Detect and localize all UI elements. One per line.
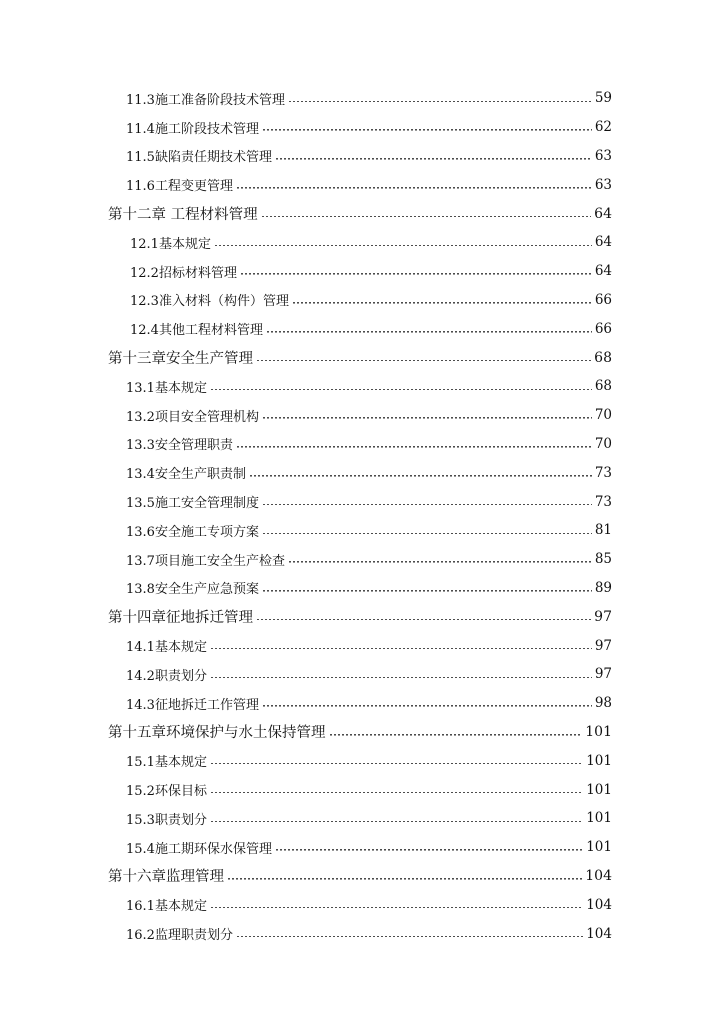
toc-section-entry[interactable] xyxy=(0,833,724,862)
toc-section-entry[interactable] xyxy=(0,430,724,459)
toc-page-number: 85 xyxy=(594,551,612,568)
dot-leader xyxy=(262,504,592,506)
toc-entry-title: 第十五章环境保护与水土保持管理 xyxy=(108,725,326,742)
toc-page-number: 68 xyxy=(594,349,612,366)
toc-entry-title: 14.3征地拆迁工作管理 xyxy=(126,697,259,713)
toc-section-entry[interactable] xyxy=(0,458,724,487)
toc-section-entry[interactable] xyxy=(0,84,724,113)
toc-entry-title: 15.3职责划分 xyxy=(126,812,207,828)
toc-entry-title: 15.2环保目标 xyxy=(126,784,207,800)
toc-page-number: 81 xyxy=(594,522,612,539)
toc-page-number: 66 xyxy=(594,320,612,337)
toc-entry-title: 第十六章监理管理 xyxy=(108,869,224,886)
toc-section-entry[interactable] xyxy=(0,631,724,660)
toc-section-entry[interactable] xyxy=(0,113,724,142)
toc-entry-title: 14.2职责划分 xyxy=(126,668,207,684)
toc-section-entry[interactable] xyxy=(0,516,724,545)
toc-entry-title: 第十二章 工程材料管理 xyxy=(108,207,258,224)
toc-section-entry[interactable] xyxy=(0,660,724,689)
toc-page-number: 63 xyxy=(594,147,612,164)
toc-chapter-entry[interactable] xyxy=(0,718,724,747)
toc-entry-title: 13.5施工安全管理制度 xyxy=(126,496,259,512)
toc-entry-title: 13.3安全管理职责 xyxy=(126,438,233,454)
toc-section-entry[interactable] xyxy=(0,170,724,199)
dot-leader xyxy=(262,533,592,535)
toc-section-entry[interactable] xyxy=(0,804,724,833)
toc-entry-title: 12.2招标材料管理 xyxy=(130,265,237,281)
toc-section-entry[interactable] xyxy=(0,372,724,401)
dot-leader xyxy=(262,590,592,592)
toc-page-number: 104 xyxy=(586,896,612,913)
dot-leader xyxy=(288,561,592,563)
toc-section-entry[interactable] xyxy=(0,919,724,948)
toc-page-number: 104 xyxy=(585,867,612,884)
toc-entry-title: 13.6安全施工专项方案 xyxy=(126,524,259,540)
toc-page-number: 97 xyxy=(594,666,612,683)
toc-chapter-entry[interactable] xyxy=(0,862,724,891)
toc-chapter-entry[interactable] xyxy=(0,602,724,631)
toc-entry-title: 14.1基本规定 xyxy=(126,640,207,656)
dot-leader xyxy=(288,101,592,103)
dot-leader xyxy=(210,821,583,823)
dot-leader xyxy=(262,129,592,131)
toc-entry-title: 11.5缺陷责任期技术管理 xyxy=(126,150,272,166)
toc-entry-title: 11.3施工准备阶段技术管理 xyxy=(126,92,285,108)
toc-entry-title: 13.4安全生产职责制 xyxy=(126,467,246,483)
dot-leader xyxy=(210,763,583,765)
toc-page-number: 101 xyxy=(586,810,612,827)
dot-leader xyxy=(261,216,592,218)
dot-leader xyxy=(236,936,583,938)
dot-leader xyxy=(275,158,592,160)
toc-entry-title: 13.8安全生产应急预案 xyxy=(126,582,259,598)
toc-entry-title: 13.2项目安全管理机构 xyxy=(126,409,259,425)
toc-entry-title: 第十四章征地拆迁管理 xyxy=(108,610,253,627)
toc-entry-title: 15.4施工期环保水保管理 xyxy=(126,841,272,857)
toc-page-number: 70 xyxy=(594,435,612,452)
toc-section-entry[interactable] xyxy=(0,142,724,171)
toc-entry-title: 11.6工程变更管理 xyxy=(126,179,233,195)
dot-leader xyxy=(256,360,591,362)
toc-page-number: 73 xyxy=(594,493,612,510)
dot-leader xyxy=(227,878,582,880)
toc-page-number: 97 xyxy=(594,637,612,654)
toc-page-number: 70 xyxy=(594,407,612,424)
toc-page-number: 66 xyxy=(594,291,612,308)
toc-section-entry[interactable] xyxy=(0,401,724,430)
toc-section-entry[interactable] xyxy=(0,574,724,603)
toc-page-number: 101 xyxy=(585,723,612,740)
dot-leader xyxy=(262,417,592,419)
toc-entry-title: 15.1基本规定 xyxy=(126,755,207,771)
toc-page-number: 97 xyxy=(594,608,612,625)
toc-entry-title: 第十三章安全生产管理 xyxy=(108,351,253,368)
toc-entry-title: 13.7项目施工安全生产检查 xyxy=(126,553,285,569)
dot-leader xyxy=(275,849,583,851)
toc-section-entry[interactable] xyxy=(0,314,724,343)
dot-leader xyxy=(329,734,583,736)
toc-section-entry[interactable] xyxy=(0,890,724,919)
dot-leader xyxy=(292,302,592,304)
toc-page-number: 63 xyxy=(594,176,612,193)
toc-entry-title: 13.1基本规定 xyxy=(126,380,207,396)
toc-section-entry[interactable] xyxy=(0,257,724,286)
dot-leader xyxy=(210,648,592,650)
toc-page-number: 59 xyxy=(594,90,612,107)
dot-leader xyxy=(262,705,592,707)
toc-section-entry[interactable] xyxy=(0,689,724,718)
toc-page-number: 101 xyxy=(586,781,612,798)
toc-page-number: 89 xyxy=(594,579,612,596)
toc-page-number: 73 xyxy=(594,464,612,481)
dot-leader xyxy=(210,677,592,679)
toc-section-entry[interactable] xyxy=(0,228,724,257)
toc-section-entry[interactable] xyxy=(0,775,724,804)
dot-leader xyxy=(210,389,592,391)
dot-leader xyxy=(240,273,592,275)
table-of-contents xyxy=(0,84,724,948)
toc-page-number: 68 xyxy=(594,378,612,395)
toc-entry-title: 11.4施工阶段技术管理 xyxy=(126,121,259,137)
dot-leader xyxy=(210,792,583,794)
toc-section-entry[interactable] xyxy=(0,746,724,775)
toc-section-entry[interactable] xyxy=(0,545,724,574)
toc-chapter-entry[interactable] xyxy=(0,343,724,372)
toc-entry-title: 12.4其他工程材料管理 xyxy=(130,323,263,339)
toc-section-entry[interactable] xyxy=(0,286,724,315)
toc-entry-title: 16.2监理职责划分 xyxy=(126,928,233,943)
toc-page-number: 104 xyxy=(586,925,612,942)
toc-section-entry[interactable] xyxy=(0,487,724,516)
toc-page-number: 101 xyxy=(586,752,612,769)
toc-entry-title: 12.1基本规定 xyxy=(130,236,211,252)
toc-page-number: 98 xyxy=(594,695,612,712)
toc-entry-title: 12.3准入材料（构件）管理 xyxy=(130,294,289,310)
dot-leader xyxy=(256,619,591,621)
toc-page-number: 64 xyxy=(594,263,612,280)
dot-leader xyxy=(214,245,592,247)
dot-leader xyxy=(210,907,583,909)
dot-leader xyxy=(249,475,592,477)
toc-chapter-entry[interactable] xyxy=(0,199,724,228)
dot-leader xyxy=(236,446,592,448)
toc-page-number: 64 xyxy=(594,234,612,251)
toc-page-number: 101 xyxy=(586,839,612,856)
toc-page-number: 64 xyxy=(594,205,612,222)
toc-entry-title: 16.1基本规定 xyxy=(126,899,207,915)
toc-page-number: 62 xyxy=(594,119,612,136)
dot-leader xyxy=(236,187,592,189)
dot-leader xyxy=(266,331,592,333)
